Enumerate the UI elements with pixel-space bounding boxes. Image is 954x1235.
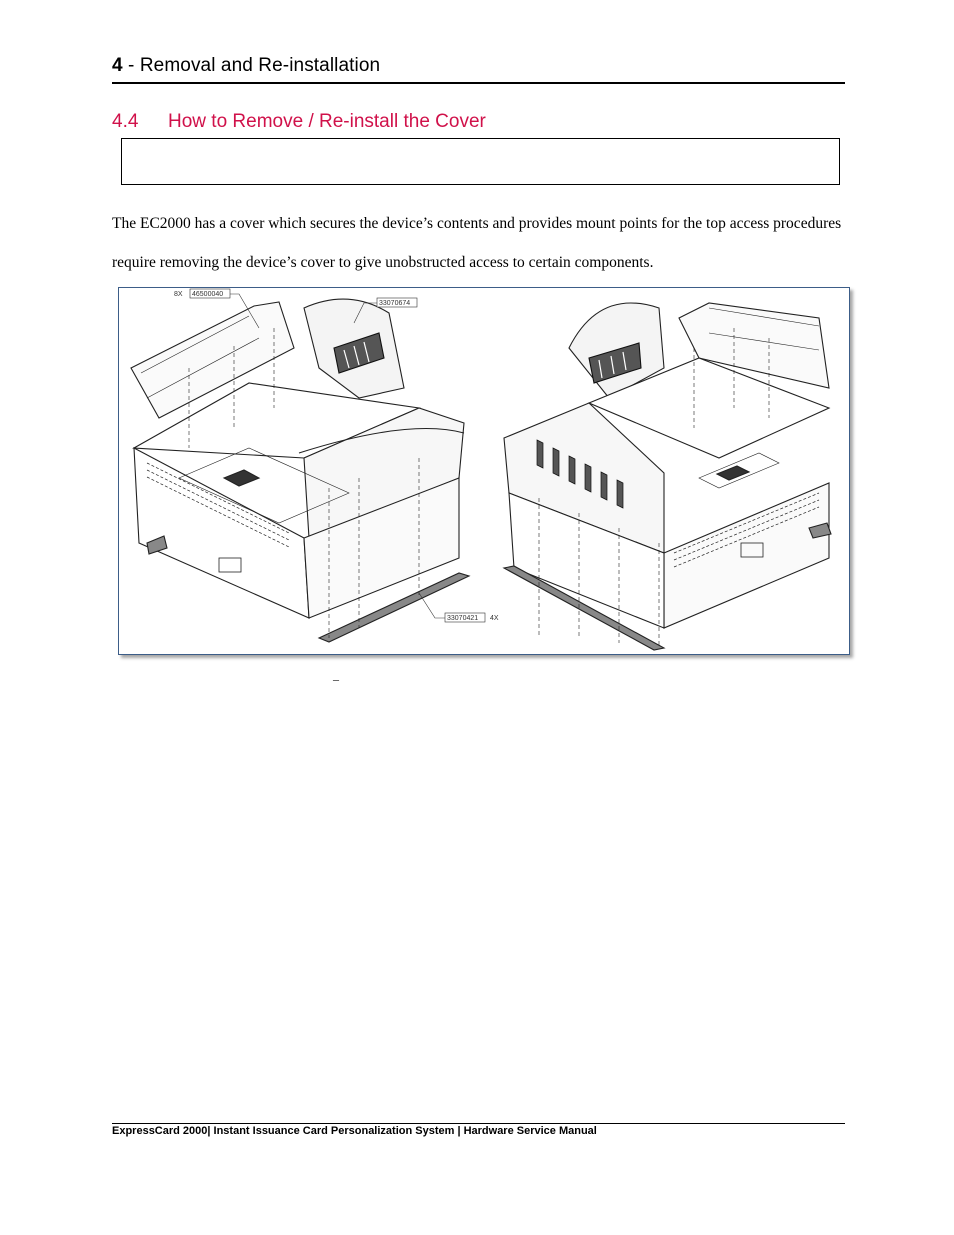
right-view-drawing <box>504 303 831 650</box>
section-number: 4.4 <box>112 111 139 132</box>
cover-exploded-figure <box>118 287 850 655</box>
body-paragraph: The EC2000 has a cover which secures the device’s contents and provides mount points for the top access procedures require removing the device’s cover to give unobstructed access to certain components. <box>112 215 842 271</box>
footer-text: ExpressCard 2000| Instant Issuance Card Personalization System | Hardware Service Manual <box>112 1125 597 1137</box>
callout-feet <box>419 593 499 622</box>
chapter-title <box>112 55 380 77</box>
foot-qty-label: 4X <box>490 615 499 622</box>
note-box <box>121 138 840 185</box>
header-rule <box>112 82 845 84</box>
left-view-drawing <box>131 299 469 642</box>
screw-part-label: 46500040 <box>192 291 224 298</box>
section-heading <box>112 111 486 133</box>
chapter-title-text: - Removal and Re-installation <box>122 55 381 76</box>
cover-exploded-drawing <box>119 288 849 654</box>
foot-part-label: 33070421 <box>447 615 479 622</box>
section-title: How to Remove / Re-install the Cover <box>168 111 486 132</box>
chapter-number: 4 <box>112 55 123 76</box>
cover-part-label: 33070674 <box>379 300 411 307</box>
screw-qty-label: 8X <box>174 291 183 298</box>
footer-rule <box>112 1123 845 1124</box>
figure-caption: – <box>333 672 339 686</box>
